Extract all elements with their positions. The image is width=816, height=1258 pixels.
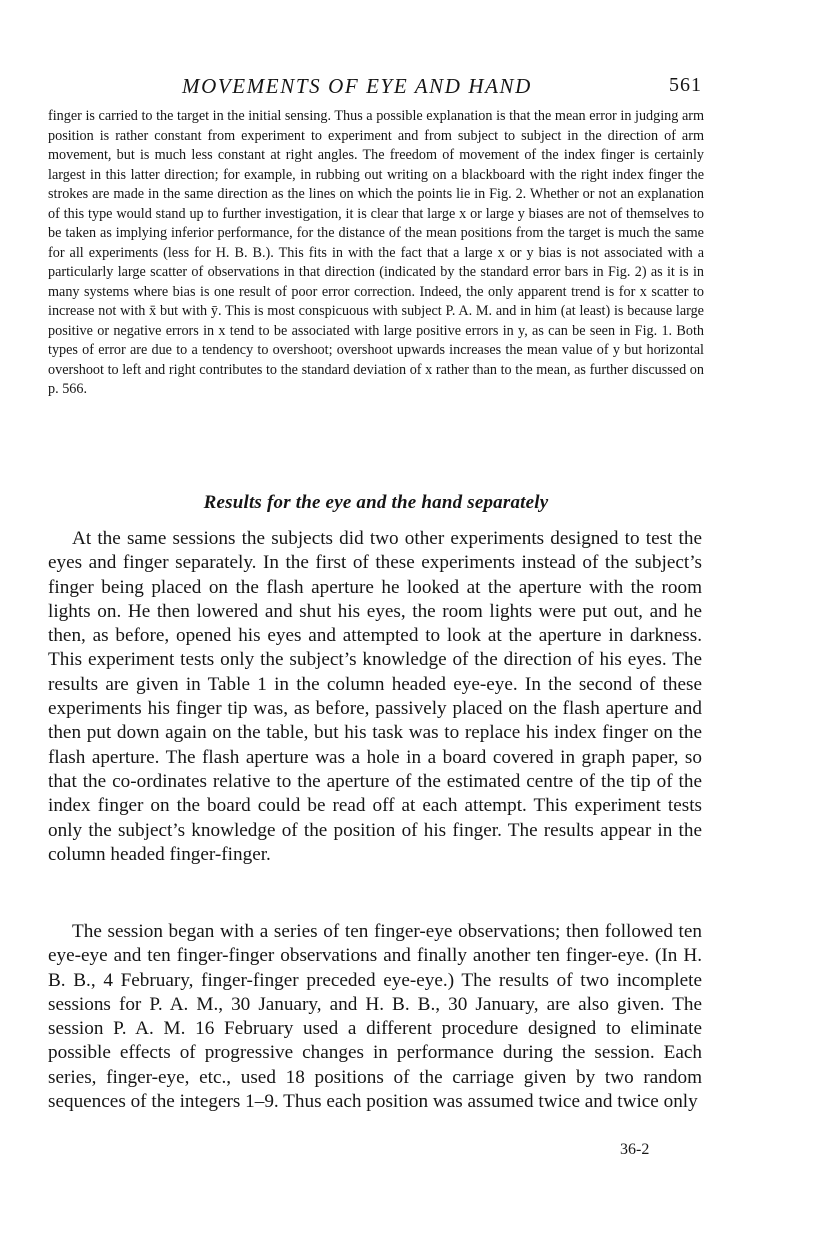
body-paragraph: At the same sessions the subjects did two other experiments designed to test the eyes and finger separately. In the first of these experiments instead of the subject’s finger being placed on the flash aperture he looked at the aperture with the room lights on. He then lowered and shut his eyes, the room lights were put out, and he then, as before, opened his eyes and attempted to look at the aperture in darkness. This experiment tests only the subject’s knowledge of the direction of his eyes. The results are given in Table 1 in the column headed eye-eye. In the second of these experiments his finger tip was, as before, passively placed on the flash aperture and then put down again on the table, but his task was to replace his index finger on the flash aperture. The flash aperture was a hole in a board covered in graph paper, so that the co-ordinates relative to the aperture of the estimated centre of the tip of the index finger on the board could be read off at each attempt. This experiment tests only the subject’s knowledge of the position of his finger. The results appear in the column headed finger-finger.	[48, 528, 702, 865]
body-paragraph: The session began with a series of ten finger-eye observations; then followed ten eye-eye and ten finger-finger observations and finally another ten finger-eye. (In H. B. B., 4 February, finger-finger preceded eye-eye.) The results of two incomplete sessions for P. A. M., 30 January, and H. B. B., 30 January, are also given. The session P. A. M. 16 February used a different procedure designed to eliminate possible effects of progressive changes in performance during the session. Each series, finger-eye, etc., used 18 positions of the carriage given by two random sequences of the integers 1–9. Thus each position was assumed twice and twice only	[48, 921, 702, 1113]
continued-paragraph: finger is carried to the target in the initial sensing. Thus a possible explanation is that the mean error in judging arm position is rather constant from experiment to experiment and from subject to subject in the direction of arm movement, but is much less constant at right angles. The freedom of movement of the index finger is certainly largest in this latter direction; for example, in rubbing out writing on a blackboard with the right index finger the strokes are made in the same direction as the lines on which the points lie in Fig. 2. Whether or not an explanation of this type would stand up to further investigation, it is clear that large x or large y biases are not of themselves to be taken as implying inferior performance, for the distance of the mean positions from the target is much the same for all experiments (less for H. B. B.). This fits in with the fact that a large x or y bias is not associated with a particularly large scatter of observations in that direction (indicated by the standard error bars in Fig. 2) as it is in many systems where bias is one result of poor error correction. Indeed, the only apparent trend is for x scatter to increase not with x̄ but with ȳ. This is most conspicuous with subject P. A. M. and in him (at least) is because large positive or negative errors in x tend to be associated with large positive errors in y, as can be seen in Fig. 1. Both types of error are due to a tendency to overshoot; overshoot upwards increases the mean value of y but horizontal overshoot to left and right contributes to the standard deviation of x rather than to the mean, as further discussed on p. 566.	[48, 108, 704, 397]
page-number: 561	[669, 74, 702, 96]
running-title: MOVEMENTS OF EYE AND HAND	[182, 74, 532, 98]
running-header	[48, 74, 704, 104]
signature-mark: 36-2	[620, 1141, 650, 1158]
section-heading: Results for the eye and the hand separately	[203, 492, 549, 513]
